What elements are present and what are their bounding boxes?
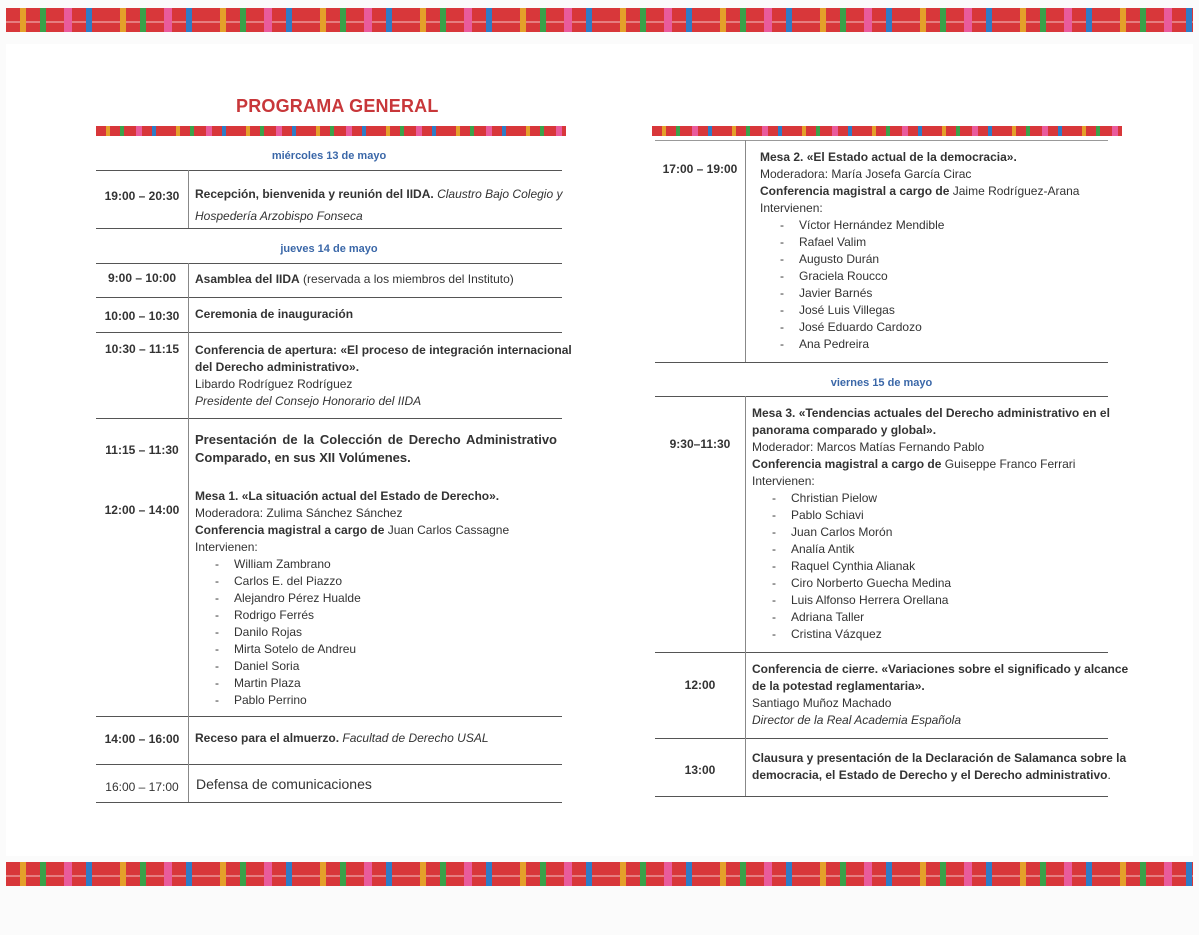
time-slot: 10:30 – 11:15 bbox=[104, 342, 180, 356]
list-item: - José Eduardo Cardozo bbox=[760, 319, 1105, 336]
divider bbox=[96, 418, 562, 419]
list-item: - Juan Carlos Morón bbox=[752, 524, 1105, 541]
divider bbox=[655, 396, 1108, 397]
right-decorative-strip bbox=[652, 126, 1122, 136]
event-mesa-3: Mesa 3. «Tendencias actuales del Derecho administrativo en el panorama comparado y global». Moderador: Marcos Matías Fernando Pablo Conferencia magistral a cargo de Guiseppe Franco Ferrari Intervienen: - Christian Pielow - Pablo Schiavi - Juan Carlos Morón - Analía Antik - Raquel Cynthia Alianak - Ciro Norberto Guecha Medina - Luis Alfonso Herrera Orellana - Adriana Taller - Cristina Vázquez bbox=[752, 405, 1105, 643]
time-slot: 12:00 – 14:00 bbox=[104, 503, 180, 517]
divider bbox=[655, 362, 1108, 363]
column-separator bbox=[188, 263, 189, 802]
list-item: - Cristina Vázquez bbox=[752, 626, 1105, 643]
divider bbox=[96, 297, 562, 298]
page-title: PROGRAMA GENERAL bbox=[236, 96, 439, 116]
time-slot: 12:00 bbox=[684, 678, 716, 692]
time-slot: 10:00 – 10:30 bbox=[104, 309, 180, 323]
list-item: - Analía Antik bbox=[752, 541, 1105, 558]
list-item: - William Zambrano bbox=[195, 556, 560, 573]
list-item: - Adriana Taller bbox=[752, 609, 1105, 626]
divider bbox=[96, 263, 562, 264]
column-separator bbox=[745, 140, 746, 362]
time-slot: 11:15 – 11:30 bbox=[105, 443, 179, 457]
column-separator bbox=[188, 170, 189, 228]
list-item: - Christian Pielow bbox=[752, 490, 1105, 507]
event-lunch-break: Receso para el almuerzo. Facultad de Derecho USAL bbox=[195, 731, 489, 745]
list-item: - Víctor Hernández Mendible bbox=[760, 217, 1105, 234]
bottom-decorative-banner bbox=[6, 862, 1193, 886]
list-item: - José Luis Villegas bbox=[760, 302, 1105, 319]
list-item: - Alejandro Pérez Hualde bbox=[195, 590, 560, 607]
list-item: - Luis Alfonso Herrera Orellana bbox=[752, 592, 1105, 609]
event-closing-conference: Conferencia de cierre. «Variaciones sobre el significado y alcance de la potestad reglamentaria». Santiago Muñoz Machado Director de la Real Academia Española bbox=[752, 662, 1129, 727]
day-header-wednesday: miércoles 13 de mayo bbox=[271, 150, 387, 162]
time-slot: 19:00 – 20:30 bbox=[104, 189, 180, 203]
list-item: - Martin Plaza bbox=[195, 675, 560, 692]
time-slot: 9:00 – 10:00 bbox=[107, 271, 177, 285]
list-item: - Daniel Soria bbox=[195, 658, 560, 675]
time-slot: 17:00 – 19:00 bbox=[662, 162, 738, 176]
event-defense: Defensa de comunicaciones bbox=[196, 776, 372, 792]
list-item: - Pablo Schiavi bbox=[752, 507, 1105, 524]
divider bbox=[96, 228, 562, 229]
list-item: - Augusto Durán bbox=[760, 251, 1105, 268]
event-mesa-2: Mesa 2. «El Estado actual de la democracia». Moderadora: María Josefa García Cirac Conferencia magistral a cargo de Jaime Rodríguez-Arana Intervienen: - Víctor Hernández Mendible - Rafael Valim - Augusto Durán - Graciela Roucco - Javier Barnés - José Luis Villegas - José Eduardo Cardozo - Ana Pedreira bbox=[760, 149, 1105, 353]
column-separator bbox=[745, 396, 746, 796]
time-slot: 16:00 – 17:00 bbox=[105, 780, 179, 794]
day-header-friday: viernes 15 de mayo bbox=[830, 377, 933, 389]
divider bbox=[96, 332, 562, 333]
event-closing-ceremony: Clausura y presentación de la Declaración de Salamanca sobre la democracia, el Estado de Derecho y el Derecho administrativo. bbox=[752, 751, 1127, 782]
time-slot: 13:00 bbox=[684, 763, 716, 777]
divider bbox=[655, 140, 1108, 141]
divider bbox=[655, 738, 1108, 739]
divider bbox=[96, 802, 562, 803]
list-item: - Mirta Sotelo de Andreu bbox=[195, 641, 560, 658]
list-item: - Ciro Norberto Guecha Medina bbox=[752, 575, 1105, 592]
time-slot: 9:30–11:30 bbox=[669, 437, 731, 451]
divider bbox=[655, 652, 1108, 653]
event-assembly: Asamblea del IIDA (reservada a los miembros del Instituto) bbox=[195, 272, 514, 286]
list-item: - Carlos E. del Piazzo bbox=[195, 573, 560, 590]
divider bbox=[96, 170, 562, 171]
event-mesa-1: Mesa 1. «La situación actual del Estado de Derecho». Moderadora: Zulima Sánchez Sánchez Conferencia magistral a cargo de Juan Carlos Cassagne Intervienen: - William Zambrano - Carlos E. del Piazzo - Alejandro Pérez Hualde - Rodrigo Ferrés - Danilo Rojas - Mirta Sotelo de Andreu - Daniel Soria - Martin Plaza - Pablo Perrino bbox=[195, 488, 560, 709]
event-reception: Recepción, bienvenida y reunión del IIDA. Claustro Bajo Colegio y Hospedería Arzobispo Fonseca bbox=[195, 187, 563, 223]
divider bbox=[96, 716, 562, 717]
list-item: - Ana Pedreira bbox=[760, 336, 1105, 353]
list-item: - Pablo Perrino bbox=[195, 692, 560, 709]
list-item: - Danilo Rojas bbox=[195, 624, 560, 641]
event-inauguration: Ceremonia de inauguración bbox=[195, 307, 354, 321]
time-slot: 14:00 – 16:00 bbox=[104, 732, 180, 746]
event-opening-conference: Conferencia de apertura: «El proceso de integración internacional del Derecho administrativo». Libardo Rodríguez Rodríguez Presidente del Consejo Honorario del IIDA bbox=[195, 343, 572, 408]
event-collection-presentation: Presentación de la Colección de Derecho Administrativo Comparado, en sus XII Volúmenes. bbox=[195, 432, 557, 465]
divider bbox=[96, 764, 562, 765]
divider bbox=[655, 796, 1108, 797]
top-decorative-banner bbox=[6, 8, 1193, 32]
list-item: - Raquel Cynthia Alianak bbox=[752, 558, 1105, 575]
panelist-list bbox=[752, 490, 1105, 643]
list-item: - Graciela Roucco bbox=[760, 268, 1105, 285]
panelist-list bbox=[760, 217, 1105, 353]
left-decorative-strip bbox=[96, 126, 566, 136]
list-item: - Rodrigo Ferrés bbox=[195, 607, 560, 624]
day-header-thursday: jueves 14 de mayo bbox=[280, 243, 378, 255]
list-item: - Javier Barnés bbox=[760, 285, 1105, 302]
panelist-list bbox=[195, 556, 560, 709]
list-item: - Rafael Valim bbox=[760, 234, 1105, 251]
